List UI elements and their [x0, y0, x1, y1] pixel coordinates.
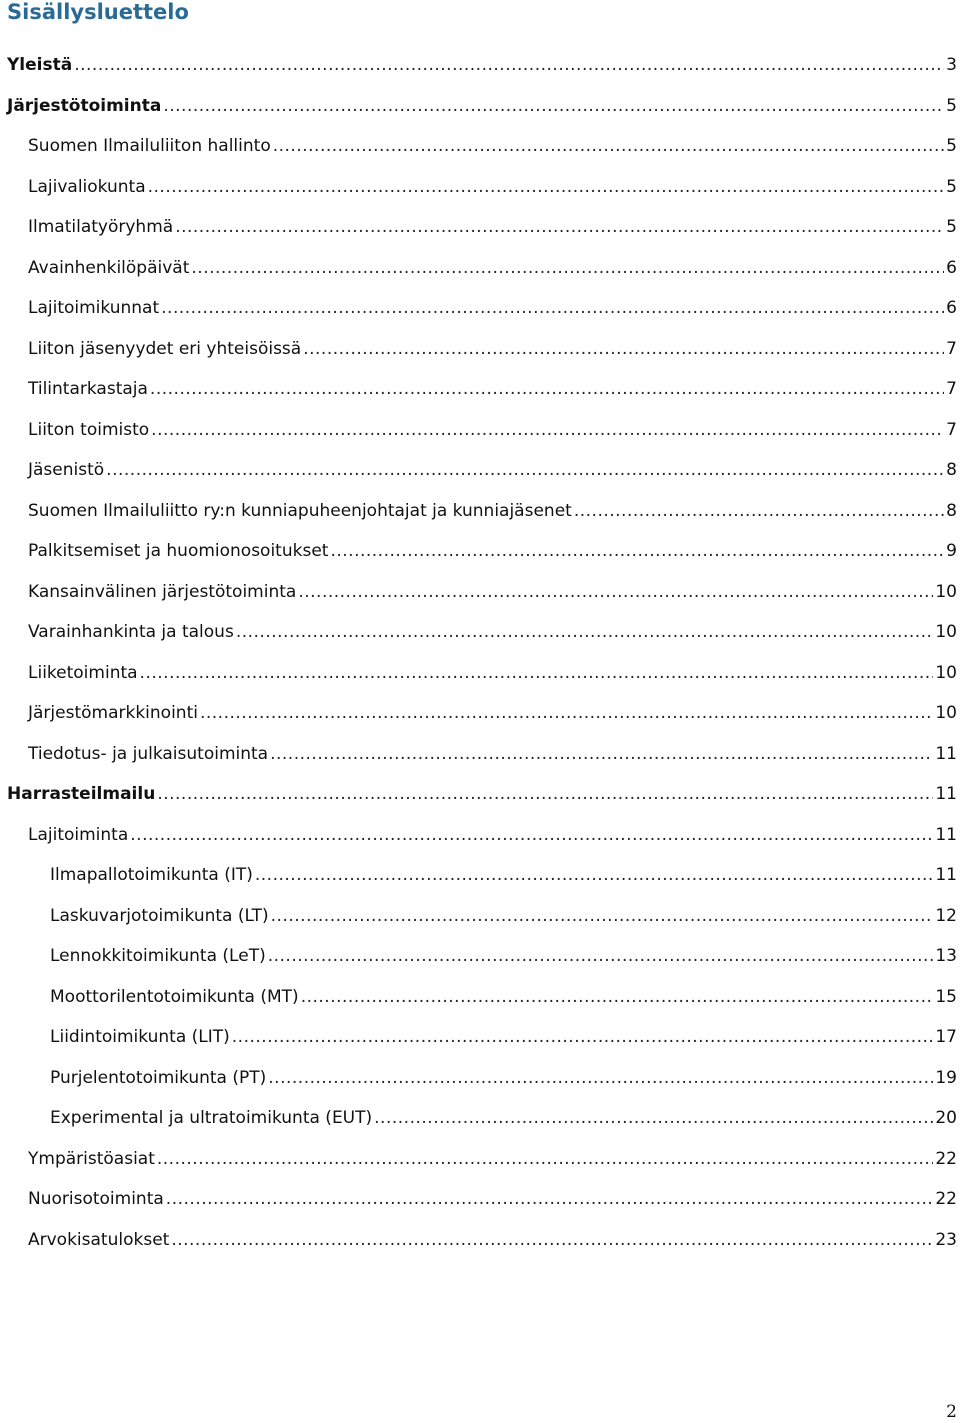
toc-entry-page: 12: [935, 905, 957, 926]
toc-entry-page: 8: [946, 460, 957, 480]
toc-entry-nuorisotoiminta[interactable]: [28, 1179, 957, 1219]
toc-leader-dots: [298, 572, 933, 612]
toc-entry-ymparistoasiat[interactable]: [28, 1139, 957, 1179]
toc-entry-lajitoiminta[interactable]: [28, 815, 957, 855]
toc-leader-dots: [255, 855, 933, 895]
toc-entry-experimental[interactable]: [50, 1098, 957, 1138]
toc-leader-dots: [232, 1017, 934, 1057]
toc-entry-jarjestotoiminta[interactable]: [7, 86, 957, 126]
toc-leader-dots: [161, 288, 944, 328]
toc-entry-text: Tiedotus- ja julkaisutoiminta: [28, 743, 269, 764]
toc-entry-page: 5: [946, 176, 957, 197]
toc-entry-text: Liidintoimikunta (LIT): [50, 1027, 230, 1047]
toc-entry-lennokki[interactable]: [50, 936, 957, 976]
toc-entry-text: Ilmatilatyöryhmä: [28, 217, 174, 237]
toc-leader-dots: [175, 207, 944, 247]
toc-entry-page: 23: [935, 1229, 957, 1250]
toc-entry-page: 10: [935, 622, 957, 642]
toc-entry-page: 15: [935, 986, 957, 1007]
toc-leader-dots: [301, 977, 934, 1017]
toc-entry-jarjestomarkkinointi[interactable]: [28, 693, 957, 733]
toc-entry-page: 22: [935, 1148, 957, 1169]
toc-leader-dots: [191, 248, 944, 288]
toc-entry-harrasteilmailu[interactable]: [7, 774, 957, 814]
toc-entry-liiketoiminta[interactable]: [28, 653, 957, 693]
toc-entry-varainhankinta[interactable]: [28, 612, 957, 652]
toc-entry-text: Liiton toimisto: [28, 419, 150, 440]
toc-leader-dots: [268, 1058, 933, 1098]
toc-leader-dots: [303, 329, 944, 369]
toc-entry-page: 5: [946, 136, 957, 156]
page-number: 2: [946, 1402, 957, 1422]
toc-leader-dots: [150, 369, 944, 409]
toc-entry-page: 11: [935, 743, 957, 764]
toc-entry-text: Purjelentotoimikunta (PT): [50, 1067, 267, 1088]
toc-leader-dots: [200, 693, 933, 733]
toc-leader-dots: [270, 734, 933, 774]
toc-entry-liidin[interactable]: [50, 1017, 957, 1057]
toc-entry-page: 11: [935, 865, 957, 885]
toc-entry-lajivaliokunta[interactable]: [28, 167, 957, 207]
toc-entry-hallinto[interactable]: [28, 126, 957, 166]
toc-entry-text: Harrasteilmailu: [7, 784, 156, 804]
toc-leader-dots: [130, 815, 933, 855]
toc-leader-dots: [151, 410, 944, 450]
toc-entry-text: Tilintarkastaja: [28, 379, 148, 399]
toc-entry-page: 8: [946, 500, 957, 521]
toc-entry-yleista[interactable]: [7, 45, 957, 85]
toc-entry-page: 17: [935, 1027, 957, 1047]
toc-entry-text: Arvokisatulokset: [28, 1229, 170, 1250]
toc-leader-dots: [268, 936, 934, 976]
toc-entry-page: 10: [935, 581, 957, 602]
toc-entry-page: 20: [935, 1108, 957, 1128]
toc-leader-dots: [106, 450, 944, 490]
toc-leader-dots: [140, 653, 934, 693]
toc-entry-tilintarkastaja[interactable]: [28, 369, 957, 409]
toc-entry-text: Järjestömarkkinointi: [28, 703, 198, 723]
toc-entry-page: 11: [935, 784, 957, 804]
toc-entry-laskuvarjo[interactable]: [50, 896, 957, 936]
toc-leader-dots: [74, 45, 944, 85]
toc-leader-dots: [157, 1139, 933, 1179]
toc-entry-text: Laskuvarjotoimikunta (LT): [50, 905, 269, 926]
toc-entry-lajitoimikunnat[interactable]: [28, 288, 957, 328]
toc-entry-liiton-toimisto[interactable]: [28, 410, 957, 450]
toc-entry-text: Ympäristöasiat: [28, 1148, 155, 1169]
toc-entry-text: Avainhenkilöpäivät: [28, 257, 190, 278]
toc-entry-page: 13: [935, 946, 957, 966]
toc-entry-page: 7: [946, 379, 957, 399]
toc-entry-text: Moottorilentotoimikunta (MT): [50, 986, 299, 1007]
toc-entry-text: Liiton jäsenyydet eri yhteisöissä: [28, 338, 302, 359]
toc-leader-dots: [148, 167, 945, 207]
toc-leader-dots: [236, 612, 934, 652]
toc-leader-dots: [374, 1098, 933, 1138]
toc-entry-page: 22: [935, 1189, 957, 1209]
toc-entry-text: Suomen Ilmailuliitto ry:n kunniapuheenjohtajat ja kunniajäsenet: [28, 500, 572, 521]
toc-entry-text: Liiketoiminta: [28, 662, 138, 683]
toc-entry-page: 6: [946, 257, 957, 278]
toc-entry-page: 9: [946, 541, 957, 561]
toc-entry-ilmapallo[interactable]: [50, 855, 957, 895]
toc-entry-kunniajasenet[interactable]: [28, 491, 957, 531]
toc-entry-tiedotus[interactable]: [28, 734, 957, 774]
toc-entry-text: Lajitoimikunnat: [28, 298, 160, 318]
toc-entry-page: 5: [946, 95, 957, 116]
toc-entry-text: Yleistä: [7, 55, 73, 75]
toc-entry-text: Lajivaliokunta: [28, 176, 146, 197]
toc-entry-text: Lennokkitoimikunta (LeT): [50, 946, 266, 966]
toc-leader-dots: [157, 774, 933, 814]
toc-leader-dots: [171, 1220, 933, 1260]
toc-entry-text: Jäsenistö: [28, 460, 105, 480]
toc-entry-avainhenkilopaivat[interactable]: [28, 248, 957, 288]
toc-leader-dots: [271, 896, 934, 936]
toc-entry-page: 5: [946, 217, 957, 237]
toc-entry-text: Lajitoiminta: [28, 824, 129, 845]
toc-entry-jasenisto[interactable]: [28, 450, 957, 490]
toc-entry-page: 10: [935, 703, 957, 723]
toc-title: Sisällysluettelo: [7, 0, 189, 24]
toc-entry-page: 3: [946, 55, 957, 75]
toc-entry-jasenyydet[interactable]: [28, 329, 957, 369]
toc-leader-dots: [163, 86, 944, 126]
toc-entry-kansainvalinen[interactable]: [28, 572, 957, 612]
toc-entry-page: 10: [935, 662, 957, 683]
toc-leader-dots: [166, 1179, 934, 1219]
toc-entry-text: Experimental ja ultratoimikunta (EUT): [50, 1108, 373, 1128]
toc-entry-page: 7: [946, 419, 957, 440]
toc-entry-page: 7: [946, 338, 957, 359]
toc-entry-page: 11: [935, 824, 957, 845]
toc-entry-arvokisatulokset[interactable]: [28, 1220, 957, 1260]
toc-leader-dots: [273, 126, 944, 166]
toc-entry-ilmatilatyoryhma[interactable]: [28, 207, 957, 247]
toc-entry-text: Ilmapallotoimikunta (IT): [50, 865, 253, 885]
toc-entry-text: Suomen Ilmailuliiton hallinto: [28, 136, 271, 156]
toc-entry-palkitsemiset[interactable]: [28, 531, 957, 571]
toc-entry-page: 19: [935, 1067, 957, 1088]
toc-leader-dots: [574, 491, 944, 531]
toc-entry-text: Varainhankinta ja talous: [28, 622, 234, 642]
toc-entry-purjelento[interactable]: [50, 1058, 957, 1098]
toc-entry-text: Järjestötoiminta: [7, 95, 162, 116]
toc-entry-moottorilento[interactable]: [50, 977, 957, 1017]
toc-entry-text: Kansainvälinen järjestötoiminta: [28, 581, 297, 602]
toc-entry-page: 6: [946, 298, 957, 318]
toc-leader-dots: [330, 531, 944, 571]
toc-entry-text: Palkitsemiset ja huomionosoitukset: [28, 541, 329, 561]
toc-entry-text: Nuorisotoiminta: [28, 1189, 164, 1209]
